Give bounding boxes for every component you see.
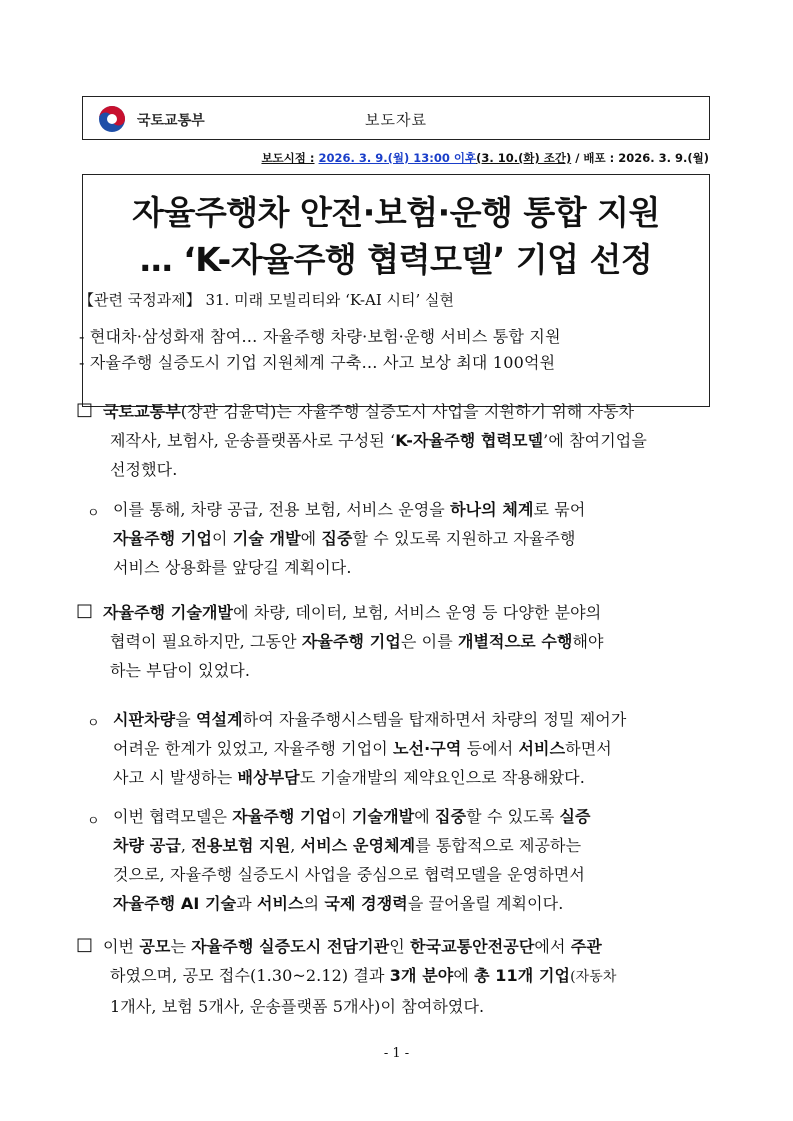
text: 1개사, 보험 5개사, 운송플랫폼 5개사)이 참여하였다. bbox=[110, 997, 485, 1016]
bold-text: 노선·구역 bbox=[393, 739, 462, 758]
bold-text: 자율주행 기술개발 bbox=[103, 603, 234, 622]
text: 에 차량, 데이터, 보험, 서비스 운영 등 다양한 분야의 bbox=[233, 603, 602, 622]
text: , bbox=[180, 836, 192, 855]
text: 는 bbox=[170, 937, 192, 956]
text: 이 bbox=[331, 807, 353, 826]
bold-text: 서비스 운영체계 bbox=[300, 836, 416, 855]
headline bbox=[83, 189, 709, 283]
text: 에 bbox=[414, 807, 436, 826]
text: 어려운 한계가 있었고, 자율주행 기업이 bbox=[113, 739, 394, 758]
square-bullet: □ bbox=[76, 600, 94, 621]
text: 해야 bbox=[572, 632, 604, 651]
bold-text: K-자율주행 협력모델 bbox=[395, 431, 544, 450]
text: 이를 통해, 차량 공급, 전용 보험, 서비스 운영을 bbox=[113, 500, 451, 519]
header-box bbox=[82, 96, 710, 140]
square-bullet: □ bbox=[76, 399, 94, 420]
text: 하면서 bbox=[565, 739, 612, 758]
bold-text: 기술개발 bbox=[352, 807, 415, 826]
bold-text: 자율주행 기업 bbox=[113, 529, 213, 548]
bold-text: 국제 경쟁력 bbox=[324, 894, 408, 913]
bold-text: 자율주행 실증도시 전담기관 bbox=[191, 937, 390, 956]
circle-bullet: ㅇ bbox=[87, 506, 100, 521]
release-embargo: (3. 10.(화) 조간) bbox=[476, 151, 572, 165]
bold-text: 차량 공급 bbox=[113, 836, 181, 855]
circle-bullet: ㅇ bbox=[87, 814, 100, 829]
paragraph-3-cont bbox=[110, 961, 730, 1021]
bold-text: 공모 bbox=[139, 937, 171, 956]
headline-line1: 자율주행차 안전·보험·운행 통합 지원 bbox=[132, 193, 660, 232]
bold-text: 개별적으로 수행 bbox=[457, 632, 573, 651]
bold-text: 한국교통안전공단 bbox=[409, 937, 535, 956]
text: 인 bbox=[389, 937, 410, 956]
paragraph-2b bbox=[113, 802, 733, 918]
subtitle-1: - 현대차·삼성화재 참여… 자율주행 차량·보험·운행 서비스 통합 지원 bbox=[79, 327, 561, 346]
text: (자동차 bbox=[570, 969, 617, 985]
text: ’에 참여기업을 bbox=[543, 431, 647, 450]
bold-text: 국토교통부 bbox=[103, 402, 181, 421]
bold-text: 시판차량 bbox=[113, 710, 176, 729]
text: 도 기술개발의 제약요인으로 작용해왔다. bbox=[299, 768, 585, 787]
text: 것으로, 자율주행 실증도시 사업을 중심으로 협력모델을 운영하면서 bbox=[113, 865, 585, 884]
text: 은 이를 bbox=[400, 632, 458, 651]
text: 에 bbox=[300, 529, 322, 548]
text: 로 묶어 bbox=[533, 500, 586, 519]
release-distribution: / 배포 : 2026. 3. 9.(월) bbox=[575, 151, 709, 165]
bold-text: 3개 분야 bbox=[389, 966, 454, 985]
text: 사고 시 발생하는 bbox=[113, 768, 238, 787]
title-box bbox=[79, 174, 710, 407]
release-line bbox=[261, 150, 709, 166]
text: 선정했다. bbox=[110, 460, 178, 479]
release-date: 2026. 3. 9.(월) 13:00 이후 bbox=[318, 151, 477, 165]
text: 이 bbox=[212, 529, 233, 548]
circle-bullet: ㅇ bbox=[87, 716, 100, 731]
paragraph-3 bbox=[103, 932, 728, 961]
text: 의 bbox=[303, 894, 325, 913]
text: 하여 자율주행시스템을 탑재하면서 차량의 정밀 제어가 bbox=[242, 710, 627, 729]
bold-text: 배상부담 bbox=[237, 768, 300, 787]
text: 에서 bbox=[534, 937, 571, 956]
text: , bbox=[290, 836, 301, 855]
paragraph-2 bbox=[103, 598, 728, 627]
text: (장관 김윤덕)는 자율주행 실증도시 사업을 지원하기 위해 자동차 bbox=[180, 402, 635, 421]
bold-text: 실증 bbox=[559, 807, 591, 826]
bold-text: 서비스 bbox=[256, 894, 304, 913]
text: 를 통합적으로 제공하는 bbox=[415, 836, 582, 855]
bold-text: 자율주행 AI 기술 bbox=[113, 894, 237, 913]
ministry-name: 국토교통부 bbox=[137, 113, 205, 129]
bold-text: 주관 bbox=[570, 937, 602, 956]
headline-line2: … ‘K-자율주행 협력모델’ 기업 선정 bbox=[139, 240, 653, 279]
text: 이번 bbox=[103, 937, 140, 956]
text: 과 bbox=[236, 894, 257, 913]
bold-text: 기술 개발 bbox=[232, 529, 301, 548]
text: 제작사, 보험사, 운송플랫폼사로 구성된 ‘ bbox=[110, 431, 396, 450]
text: 하는 부담이 있었다. bbox=[110, 661, 251, 680]
text: 을 끌어올릴 계획이다. bbox=[407, 894, 564, 913]
paragraph-1 bbox=[103, 397, 728, 426]
square-bullet: □ bbox=[76, 934, 94, 955]
text: 등에서 bbox=[461, 739, 519, 758]
bold-text: 집중 bbox=[321, 529, 353, 548]
text: 에 bbox=[453, 966, 475, 985]
bold-text: 자율주행 기업 bbox=[232, 807, 332, 826]
bold-text: 서비스 bbox=[518, 739, 566, 758]
release-label: 보도시점 : bbox=[261, 151, 315, 165]
paragraph-2-cont bbox=[110, 627, 730, 685]
page-number: - 1 - bbox=[383, 1046, 410, 1061]
text: 할 수 있도록 지원하고 자율주행 bbox=[352, 529, 576, 548]
text: 협력이 필요하지만, 그동안 bbox=[110, 632, 302, 651]
text: 서비스 상용화를 앞당길 계획이다. bbox=[113, 558, 352, 577]
bold-text: 하나의 체계 bbox=[450, 500, 534, 519]
bold-text: 총 11개 기업 bbox=[474, 966, 571, 985]
bold-text: 집중 bbox=[435, 807, 467, 826]
bold-text: 자율주행 기업 bbox=[301, 632, 401, 651]
doc-type: 보도자료 bbox=[365, 111, 427, 129]
paragraph-2a bbox=[113, 705, 733, 792]
text: 할 수 있도록 bbox=[466, 807, 560, 826]
paragraph-1a bbox=[113, 495, 733, 582]
text: 하였으며, 공모 접수(1.30~2.12) 결과 bbox=[110, 966, 390, 985]
text: 을 bbox=[175, 710, 196, 729]
text: 이번 협력모델은 bbox=[113, 807, 233, 826]
bold-text: 역설계 bbox=[195, 710, 243, 729]
bold-text: 전용보험 지원 bbox=[191, 836, 291, 855]
subtitle-2: - 자율주행 실증도시 기업 지원체계 구축… 사고 보상 최대 100억원 bbox=[79, 353, 556, 372]
paragraph-1-cont bbox=[110, 426, 730, 484]
related-task: 【관련 국정과제】 31. 미래 모빌리티와 ‘K-AI 시티’ 실현 bbox=[79, 291, 455, 309]
